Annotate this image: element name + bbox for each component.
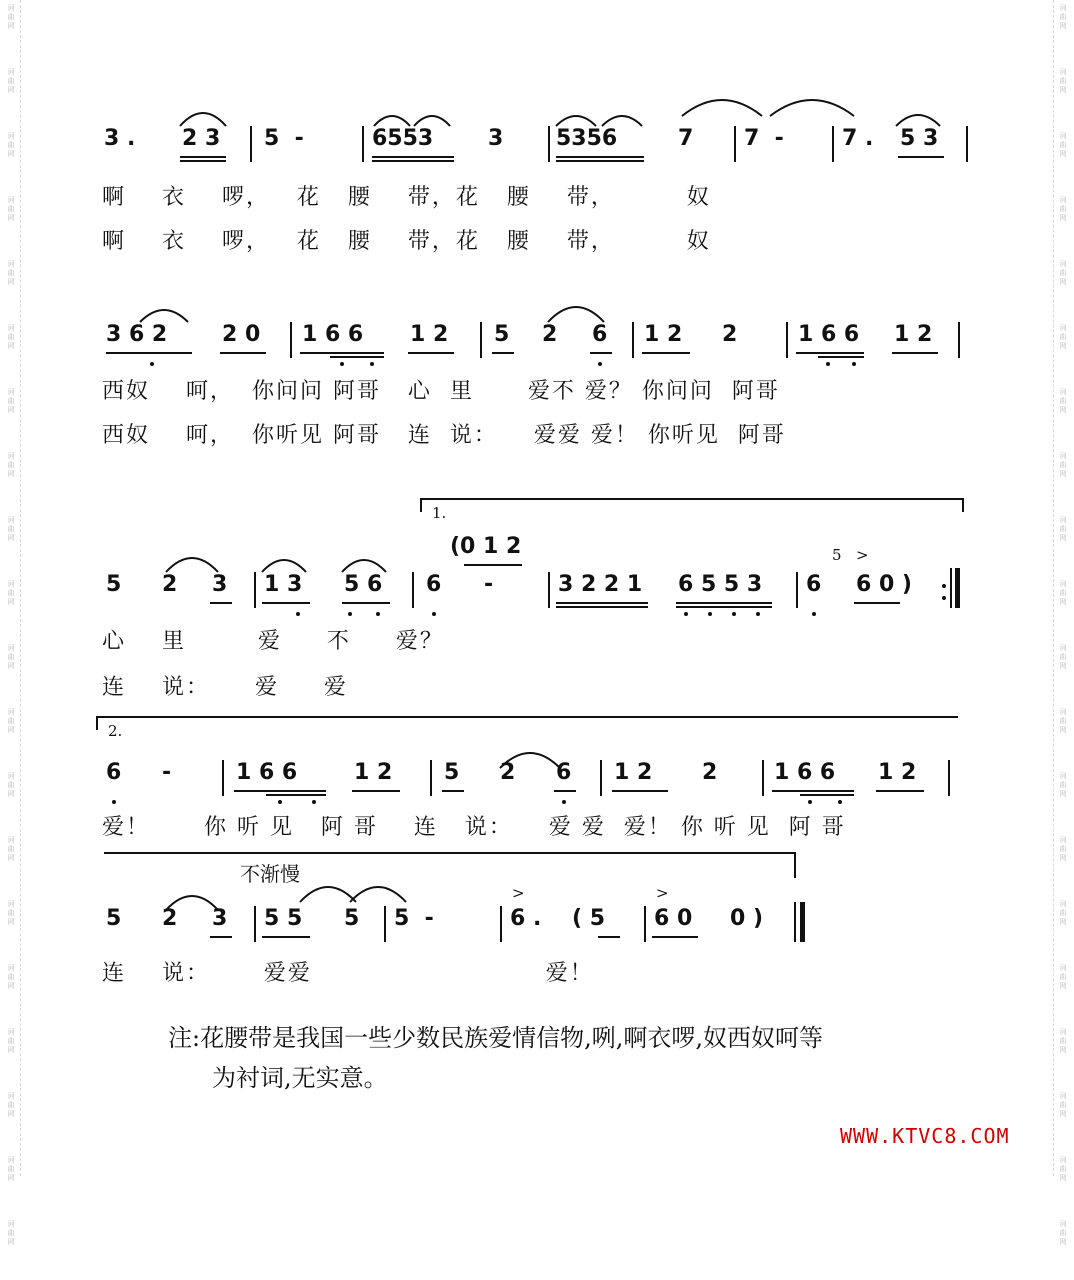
watermark-stamp: 词 曲 网 bbox=[1059, 900, 1067, 926]
watermark-stamp: 词 曲 网 bbox=[1059, 4, 1067, 30]
watermark-stamp: 词 曲 网 bbox=[7, 452, 15, 478]
watermark-stamp: 词 曲 网 bbox=[1059, 964, 1067, 990]
note: 5 bbox=[494, 322, 510, 347]
note: 3 bbox=[488, 126, 504, 151]
watermark-stamp: 词 曲 网 bbox=[1059, 708, 1067, 734]
watermark-stamp: 词 曲 网 bbox=[7, 516, 15, 542]
watermark-stamp: 词 曲 网 bbox=[1059, 644, 1067, 670]
note: 2 bbox=[162, 906, 178, 931]
website-link[interactable]: WWW.KTVC8.COM bbox=[840, 1124, 1010, 1148]
note: 6 . bbox=[510, 906, 542, 931]
note: 6 0 ) bbox=[856, 572, 912, 597]
note: 0 ) bbox=[730, 906, 764, 931]
footnote bbox=[168, 1018, 1008, 1098]
note: 2 3 bbox=[182, 126, 221, 151]
watermark-stamp: 词 曲 网 bbox=[7, 644, 15, 670]
watermark-stamp: 词 曲 网 bbox=[7, 1220, 15, 1246]
watermark-stamp: 词 曲 网 bbox=[1059, 388, 1067, 414]
accent-mark: > bbox=[856, 546, 869, 564]
note: 7 . bbox=[842, 126, 874, 151]
note: 3 . bbox=[104, 126, 136, 151]
lyric-line-1: 爱！ 你 听 见 阿 哥 连 说： 爱 爱 爱！ 你 听 见 阿 哥 bbox=[102, 815, 846, 840]
watermark-stamp: 词 曲 网 bbox=[7, 1028, 15, 1054]
watermark-stamp: 词 曲 网 bbox=[1059, 836, 1067, 862]
note: 6 bbox=[806, 572, 822, 597]
watermark-stamp: 词 曲 网 bbox=[1059, 1092, 1067, 1118]
lyric-line-1: 西奴 呵， 你问问 阿哥 心 里 爱不 爱？ 你问问 阿哥 bbox=[102, 379, 780, 404]
note: 3 bbox=[212, 572, 228, 597]
note: 6 bbox=[592, 322, 608, 347]
first-ending-bracket bbox=[420, 498, 964, 512]
watermark-stamp: 词 曲 网 bbox=[1059, 772, 1067, 798]
watermark-stamp: 词 曲 网 bbox=[7, 324, 15, 350]
watermark-stamp: 词 曲 网 bbox=[1059, 452, 1067, 478]
note: 5 bbox=[344, 906, 360, 931]
note: 5356 bbox=[556, 126, 618, 151]
note: 1 3 bbox=[264, 572, 303, 597]
watermark-stamp: 词 曲 网 bbox=[7, 388, 15, 414]
note: 5 5 bbox=[264, 906, 303, 931]
note: 5 bbox=[106, 572, 122, 597]
note: 1 2 bbox=[644, 322, 683, 347]
note: - bbox=[484, 572, 494, 597]
watermark-stamp: 词 曲 网 bbox=[1059, 324, 1067, 350]
note: 1 6 6 bbox=[774, 760, 836, 785]
first-ending-label: 1. bbox=[432, 504, 447, 522]
lyric-line-1: 啊 衣 啰， 花 腰 带，花 腰 带， 奴 bbox=[102, 185, 711, 210]
lyric-line-2: 连 说： 爱 爱 bbox=[102, 675, 348, 700]
note: 6 bbox=[106, 760, 122, 785]
note: 6 bbox=[426, 572, 442, 597]
note: 3 2 2 1 bbox=[558, 572, 643, 597]
watermark-stamp: 词 曲 网 bbox=[7, 964, 15, 990]
footnote-line-1: 注:花腰带是我国一些少数民族爱情信物,咧,啊衣啰,奴西奴呵等 bbox=[168, 1024, 823, 1052]
note: 6 0 bbox=[654, 906, 693, 931]
note: 1 6 6 bbox=[236, 760, 298, 785]
lyric-line-1: 心 里 爱 不 爱？ bbox=[102, 629, 444, 654]
grace-note: 5 bbox=[832, 546, 842, 564]
watermark-stamp: 词 曲 网 bbox=[1059, 1028, 1067, 1054]
watermark-stamp: 词 曲 网 bbox=[7, 260, 15, 286]
watermark-stamp: 词 曲 网 bbox=[1059, 1156, 1067, 1182]
watermark-stamp: 词 曲 网 bbox=[7, 1156, 15, 1182]
watermark-stamp: 词 曲 网 bbox=[7, 580, 15, 606]
watermark-stamp: 词 曲 网 bbox=[7, 132, 15, 158]
note: - bbox=[162, 760, 172, 785]
note: 1 2 bbox=[894, 322, 933, 347]
note: 1 2 bbox=[878, 760, 917, 785]
watermark-stamp: 词 曲 网 bbox=[7, 4, 15, 30]
watermark-stamp: 词 曲 网 bbox=[7, 836, 15, 862]
note: 6 5 5 3 bbox=[678, 572, 763, 597]
watermark-stamp: 词 曲 网 bbox=[1059, 132, 1067, 158]
watermark-stamp: 词 曲 网 bbox=[1059, 516, 1067, 542]
note: 2 bbox=[500, 760, 516, 785]
watermark-stamp: 词 曲 网 bbox=[7, 1092, 15, 1118]
note: 2 bbox=[702, 760, 718, 785]
lyric-line-1: 连 说： 爱爱 爱！ bbox=[102, 961, 594, 986]
note: 5 bbox=[106, 906, 122, 931]
note: 6 bbox=[556, 760, 572, 785]
note: 1 2 bbox=[354, 760, 393, 785]
footnote-line-2: 为衬词,无实意。 bbox=[212, 1064, 388, 1092]
note: ( 5 bbox=[572, 906, 606, 931]
note: 7 bbox=[678, 126, 694, 151]
lyric-line-2: 西奴 呵， 你听见 阿哥 连 说： 爱爱 爱！ 你听见 阿哥 bbox=[102, 423, 786, 448]
watermark-stamp: 词 曲 网 bbox=[1059, 260, 1067, 286]
note: 3 6 2 bbox=[106, 322, 168, 347]
lyric-line-2: 啊 衣 啰， 花 腰 带，花 腰 带， 奴 bbox=[102, 229, 711, 254]
note: 5 - bbox=[394, 906, 434, 931]
note: 5 3 bbox=[900, 126, 939, 151]
watermark-stamp: 词 曲 网 bbox=[7, 68, 15, 94]
watermark-stamp: 词 曲 网 bbox=[7, 708, 15, 734]
note: 2 bbox=[162, 572, 178, 597]
note: 3 bbox=[212, 906, 228, 931]
note: 6553 bbox=[372, 126, 434, 151]
watermark-stamp: 词 曲 网 bbox=[1059, 68, 1067, 94]
accent-mark: > bbox=[656, 884, 669, 902]
note: 1 2 bbox=[410, 322, 449, 347]
note: 2 0 bbox=[222, 322, 261, 347]
watermark-stamp: 词 曲 网 bbox=[7, 772, 15, 798]
note: (0 1 2 bbox=[450, 534, 522, 559]
note: 7 - bbox=[744, 126, 784, 151]
watermark-stamp: 词 曲 网 bbox=[7, 196, 15, 222]
tempo-marking: 不渐慢 bbox=[240, 862, 300, 886]
note: 5 - bbox=[264, 126, 304, 151]
note: 1 6 6 bbox=[798, 322, 860, 347]
note: 5 bbox=[444, 760, 460, 785]
note: 2 bbox=[542, 322, 558, 347]
second-ending-label: 2. bbox=[108, 722, 123, 740]
accent-mark: > bbox=[512, 884, 525, 902]
note: 5 6 bbox=[344, 572, 383, 597]
note: 2 bbox=[722, 322, 738, 347]
watermark-stamp: 词 曲 网 bbox=[1059, 1220, 1067, 1246]
watermark-stamp: 词 曲 网 bbox=[1059, 580, 1067, 606]
watermark-stamp: 词 曲 网 bbox=[1059, 196, 1067, 222]
note: 1 6 6 bbox=[302, 322, 364, 347]
watermark-stamp: 词 曲 网 bbox=[7, 900, 15, 926]
note: 1 2 bbox=[614, 760, 653, 785]
